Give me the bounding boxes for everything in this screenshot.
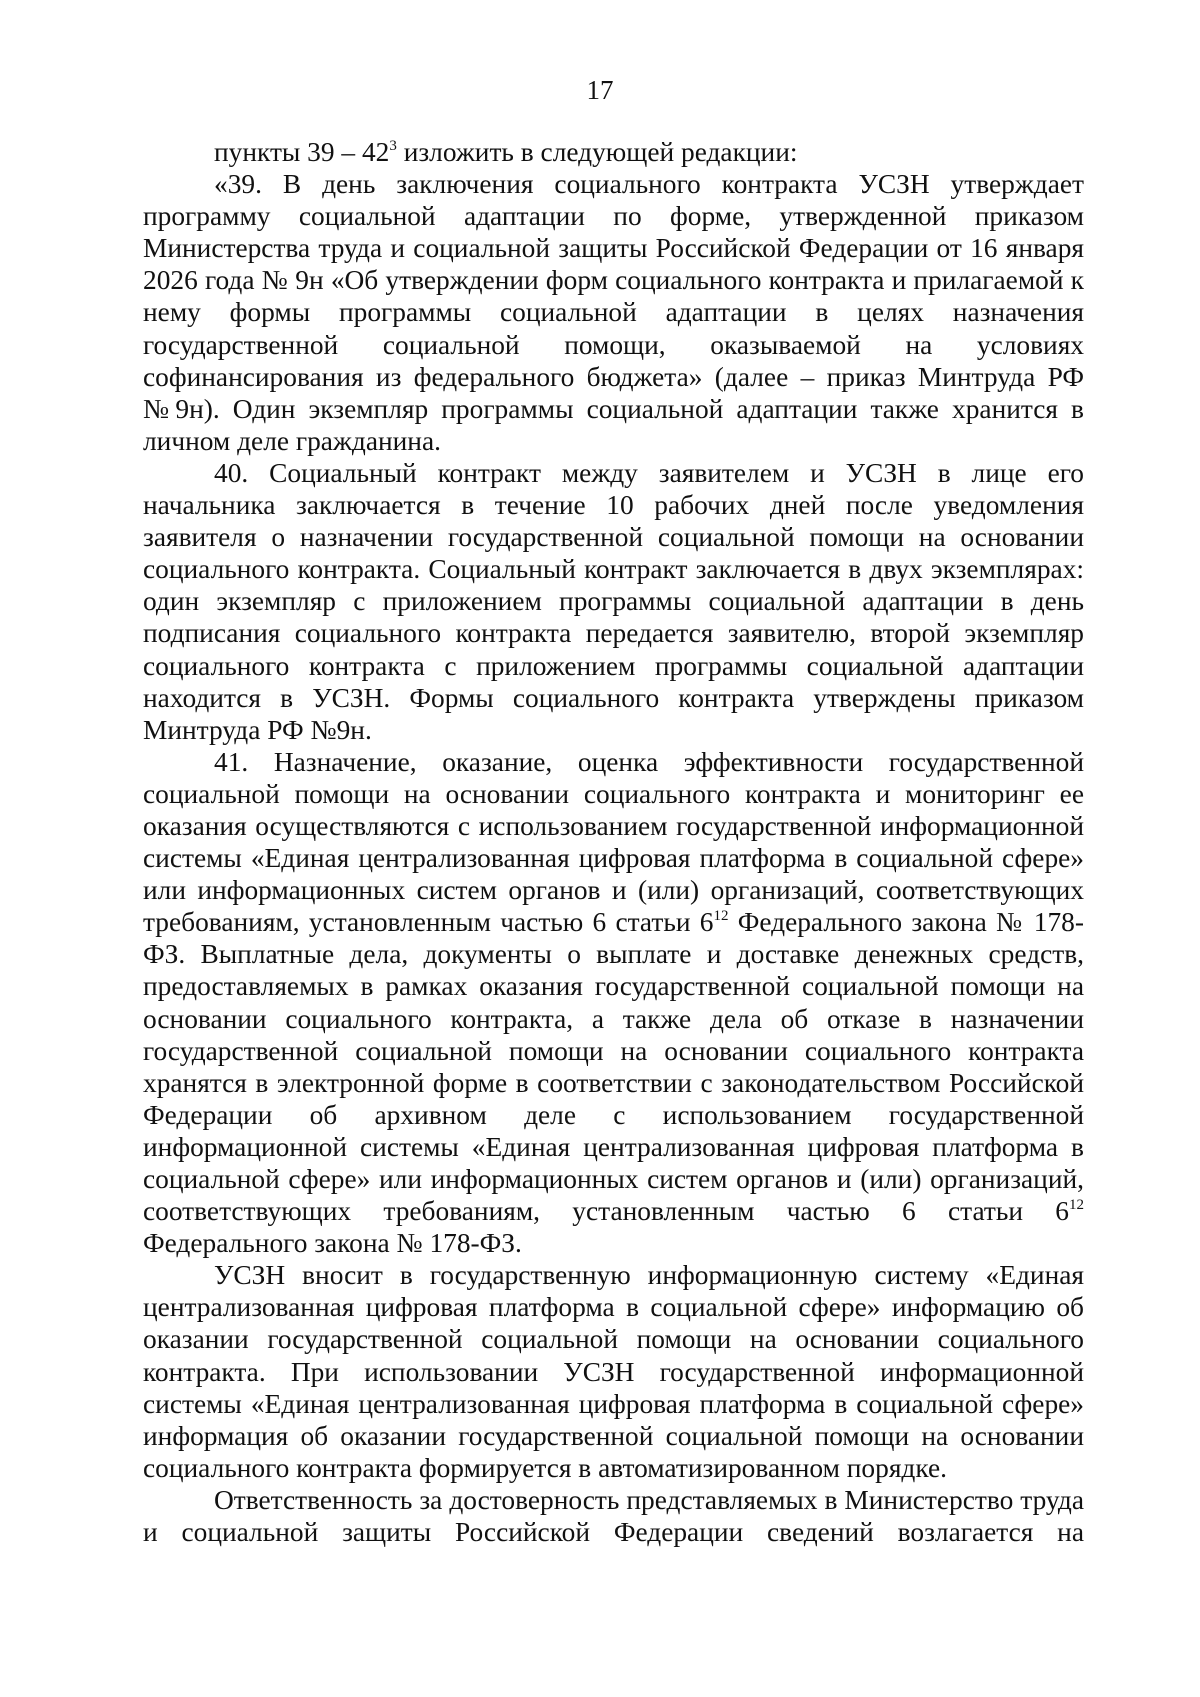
paragraph-uszn-gis: УСЗН вносит в государственную информационную систему «Единая централизованная цифровая платформа в социальной сфере» информацию об оказании государственной социальной помощи на основании социального контракта. При использовании УСЗН государственной информационной системы «Единая централизованная цифровая платформа в социальной сфере» информация об оказании государственной социальной помощи на основании социального контракта формируется в автоматизированном порядке. <box>143 1260 1084 1483</box>
paragraph-40: 40. Социальный контракт между заявителем и УСЗН в лице его начальника заключается в течение 10 рабочих дней после уведомления заявителя о назначении государственной социальной помощи на основании социального контракта. Социальный контракт заключается в двух экземплярах: один экземпляр с приложением программы социальной адаптации в день подписания социального контракта передается заявителю, второй экземпляр социального контракта с приложением программы социальной адаптации находится в УСЗН. Формы социального контракта утверждены приказом Минтруда РФ №9н. <box>143 457 1084 745</box>
paragraph-41-part-1: 41. Назначение, оказание, оценка эффективности государственной социальной помощи на основании социального контракта и мониторинг ее оказания осуществляются с использованием государственной информационной системы «Единая централизованная цифровая платформа в социальной сфере» или информационных систем органов и (или) организаций, соответствующих требованиям, установленным частью 6 статьи 6 <box>143 746 1084 938</box>
paragraph-39: «39. В день заключения социального контракта УСЗН утверждает программу социальной адаптации по форме, утвержденной приказом Министерства труда и социальной защиты Российской Федерации от 16 января 2026 года № 9н «Об утверждении форм социального контракта и прилагаемой к нему формы программы социальной адаптации в целях назначения государственной социальной помощи, оказываемой на условиях софинансирования из федерального бюджета» (далее – приказ Минтруда РФ №9н). Один экземпляр программы социальной адаптации также хранится в личном деле гражданина. <box>143 169 1084 456</box>
paragraph-41 <box>143 746 1084 1260</box>
intro-text: пункты 39 – 42 <box>214 137 390 167</box>
intro-paragraph <box>143 136 1084 168</box>
paragraph-41-superscript-2: 12 <box>1069 1196 1084 1213</box>
intro-text-end: изложить в следующей редакции: <box>396 137 798 167</box>
page-number: 17 <box>586 75 614 105</box>
document-body <box>143 136 1084 1548</box>
paragraph-41-part-3: Федерального закона № 178-ФЗ. <box>143 1228 522 1259</box>
paragraph-41-superscript-1: 12 <box>713 908 729 925</box>
paragraph-responsibility: Ответственность за достоверность представляемых в Министерство труда и социальной защиты Российской Федерации сведений возлагается на <box>143 1484 1084 1548</box>
paragraph-41-part-2: Федерального закона № 178-ФЗ. Выплатные дела, документы о выплате и доставке денежных средств, предоставляемых в рамках оказания государственной социальной помощи на основании социального контракта, а также дела об отказе в назначении государственной социальной помощи на основании социального контракта хранятся в электронной форме в соответствии с законодательством Российской Федерации об архивном деле с использованием государственной информационной системы «Единая централизованная цифровая платформа в социальной сфере» или информационных систем органов и (или) организаций, соответствующих требованиям, установленным частью 6 статьи 6 <box>143 907 1084 1227</box>
intro-superscript: 3 <box>389 137 397 154</box>
